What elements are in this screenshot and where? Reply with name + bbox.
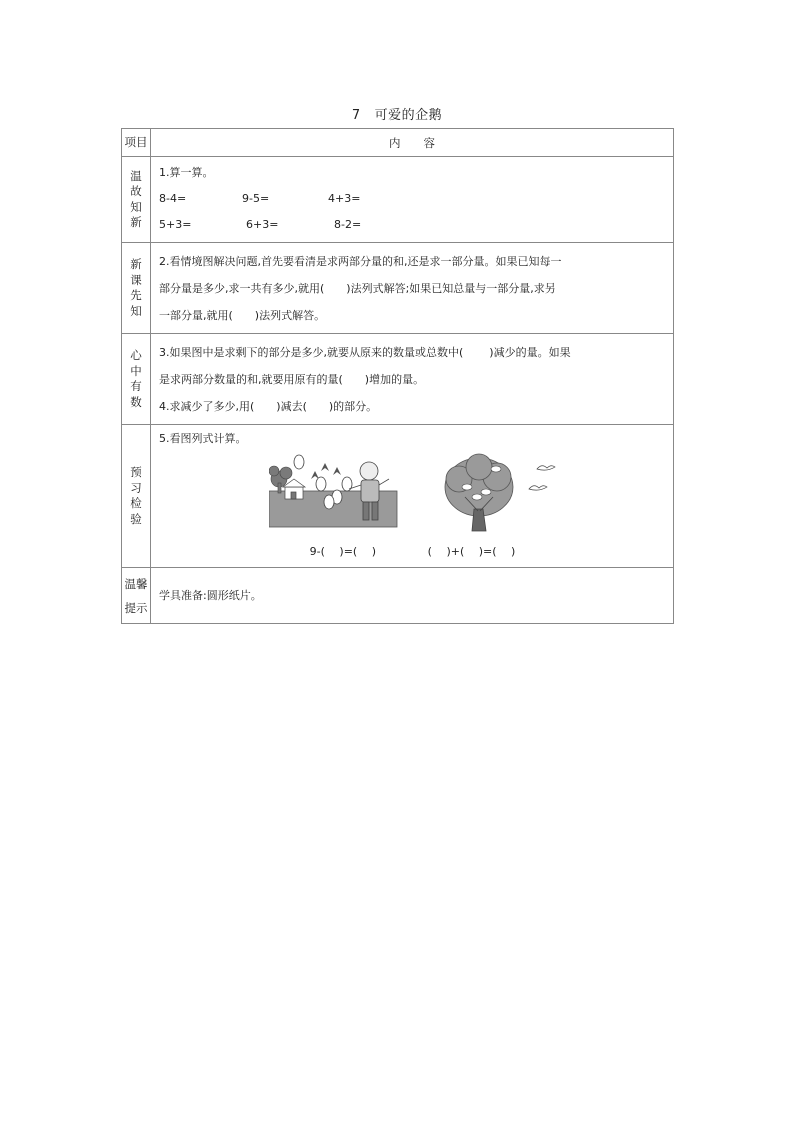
balloon-scene-illustration <box>269 449 404 541</box>
arith-row-2 <box>159 212 666 238</box>
section-label-preview: 预习检验 <box>122 425 151 568</box>
tips-text: 学具准备:圆形纸片。 <box>159 588 262 602</box>
section-label-review: 温故知新 <box>122 157 151 243</box>
section-new-lesson <box>122 243 674 334</box>
paragraph-2-line-1: 2.看情境图解决问题,首先要看清是求两部分量的和,还是求一部分量。如果已知每一 <box>159 255 562 268</box>
section-label-tips: 温馨提示 <box>122 568 151 624</box>
equation-subtraction: 9-( )=( ) <box>309 545 376 558</box>
paragraph-2-line-2: 部分量是多少,求一共有多少,就用( )法列式解答;如果已知总量与一部分量,求另 <box>159 282 556 295</box>
paragraph-2-line-3: 一部分量,就用( )法列式解答。 <box>159 309 326 322</box>
illustrations <box>159 449 666 541</box>
header-content-cell: 内 容 <box>151 129 674 157</box>
question-1: 1.算一算。 <box>159 166 214 179</box>
section-content-tips <box>151 568 674 624</box>
paragraph-3-line-2: 是求两部分数量的和,就要用原有的量( )增加的量。 <box>159 373 425 386</box>
header-item-cell: 项目 <box>122 129 151 157</box>
lesson-title: 可爱的企鹅 <box>374 108 443 123</box>
arith-item: 8-2= <box>334 218 362 231</box>
section-content-review <box>151 157 674 243</box>
equation-row <box>159 541 666 563</box>
section-content-new-lesson <box>151 243 674 334</box>
tree-birds-illustration <box>441 449 566 541</box>
section-label-new-lesson: 新课先知 <box>122 243 151 334</box>
arith-row-1 <box>159 186 666 212</box>
worksheet-table <box>121 128 674 624</box>
header-row <box>122 129 674 157</box>
lesson-number: 7 <box>351 108 361 123</box>
equation-addition: ( )+( )=( ) <box>427 545 516 558</box>
section-preview <box>122 425 674 568</box>
arith-item: 4+3= <box>328 192 361 205</box>
section-content-preview <box>151 425 674 568</box>
question-5: 5.看图列式计算。 <box>159 432 247 445</box>
page-title <box>0 104 794 123</box>
paragraph-4: 4.求减少了多少,用( )减去( )的部分。 <box>159 400 378 413</box>
arith-item: 6+3= <box>246 218 279 231</box>
arith-item: 8-4= <box>159 192 187 205</box>
arith-item: 9-5= <box>242 192 270 205</box>
section-content-mind <box>151 334 674 425</box>
paragraph-3-line-1: 3.如果图中是求剩下的部分是多少,就要从原来的数量或总数中( )减少的量。如果 <box>159 346 571 359</box>
section-mind <box>122 334 674 425</box>
section-tips <box>122 568 674 624</box>
arith-item: 5+3= <box>159 218 192 231</box>
section-review <box>122 157 674 243</box>
section-label-mind: 心中有数 <box>122 334 151 425</box>
